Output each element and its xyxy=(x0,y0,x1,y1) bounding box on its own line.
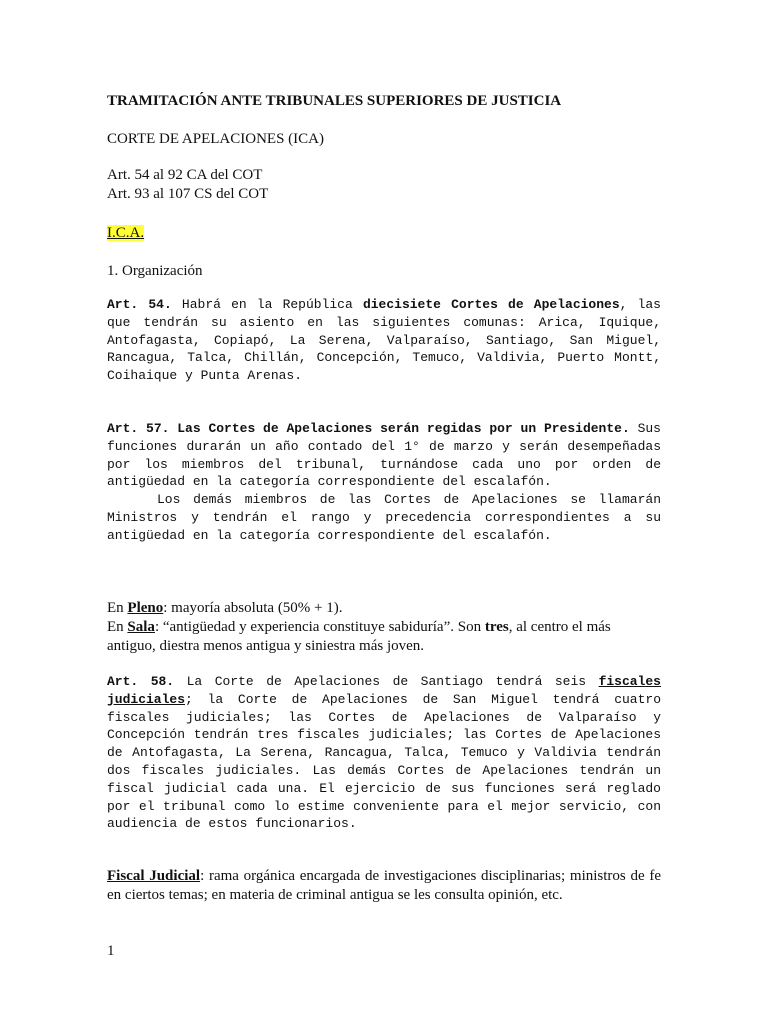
note-sala-bold: tres xyxy=(484,619,509,635)
fiscal-judicial-term: Fiscal Judicial xyxy=(107,868,201,884)
section-heading: 1. Organización xyxy=(107,263,203,279)
article-reference: Art. 54 al 92 CA del COT xyxy=(107,167,263,183)
note-pleno xyxy=(107,599,661,618)
article-58-text: La Corte de Apelaciones de Santiago tendrá seis xyxy=(174,674,599,689)
fiscal-judicial-note xyxy=(107,867,661,905)
article-57-paragraph-2: Los demás miembros de las Cortes de Apelaciones se llamarán Ministros y tendrán el rango y precedencia correspondientes a su antigüedad en la categoría correspondiente del escalafón. xyxy=(107,492,661,543)
article-54-paragraph xyxy=(107,296,661,385)
article-57-text: Sus funciones durarán un año contado del 1° de marzo y serán desempeñadas por los miembros del tribunal, turnándose cada uno por orden de antigüedad en la categoría correspondiente del escalafón. xyxy=(107,421,661,490)
note-text: En xyxy=(107,619,128,635)
highlight-label: I.C.A. xyxy=(107,225,145,241)
article-58-label: Art. 58. xyxy=(107,674,175,689)
article-57 xyxy=(107,420,661,545)
article-58-paragraph xyxy=(107,673,661,833)
article-54-bold: diecisiete Cortes de Apelaciones xyxy=(362,297,620,312)
document-title: TRAMITACIÓN ANTE TRIBUNALES SUPERIORES DE JUSTICIA xyxy=(107,93,562,109)
note-text: En xyxy=(107,600,128,616)
article-54-text: Habrá en la República xyxy=(171,297,363,312)
article-57-bold: Las Cortes de Apelaciones serán regidas por un Presidente. xyxy=(169,421,630,436)
article-54-label: Art. 54. xyxy=(107,297,172,312)
article-57-paragraph xyxy=(107,420,661,491)
highlight-label-wrapper xyxy=(107,224,661,243)
page-number: 1 xyxy=(107,943,115,959)
article-58-term: fiscales judiciales xyxy=(107,674,661,707)
article-57-label: Art. 57. xyxy=(107,421,170,436)
note-sala-term: Sala xyxy=(127,619,155,635)
article-54-text: , las que tendrán su asiento en las siguientes comunas: Arica, Iquique, Antofagasta, Copiapó, La Serena, Valparaíso, Santiago, San Miguel, Rancagua, Talca, Chillán, Concepción, Temuco, Valdivia, Puerto Montt, Coihaique y Punta Arenas. xyxy=(107,297,661,384)
note-text: : mayoría absoluta (50% + 1). xyxy=(163,600,343,616)
article-reference: Art. 93 al 107 CS del COT xyxy=(107,186,269,202)
note-pleno-term: Pleno xyxy=(127,600,164,616)
note-text: : “antigüedad y experiencia constituye sabiduría”. Son xyxy=(154,619,485,635)
note-sala xyxy=(107,618,661,656)
article-58-text: ; la Corte de Apelaciones de San Miguel tendrá cuatro fiscales judiciales; las Cortes de Apelaciones de Valparaíso y Concepción tendrán tres fiscales judiciales; las Cortes de Apelaciones de Antofagasta, La Serena, Rancagua, Talca, Temuco y Valdivia tendrán dos fiscales judiciales. Las demás Cortes de Apelaciones tendrán un fiscal judicial cada una. El ejercicio de sus funciones será reglado por el tribunal como lo estime conveniente para el mejor servicio, con audiencia de estos funcionarios. xyxy=(107,691,661,832)
document-subtitle: CORTE DE APELACIONES (ICA) xyxy=(107,131,325,147)
fiscal-judicial-text: : rama orgánica encargada de investigaciones disciplinarias; ministros de fe en ciertos temas; en materia de criminal antigua se les consulta opinión, etc. xyxy=(107,868,661,903)
note-text: , al centro el más antiguo, diestra menos antigua y siniestra más joven. xyxy=(107,619,611,654)
